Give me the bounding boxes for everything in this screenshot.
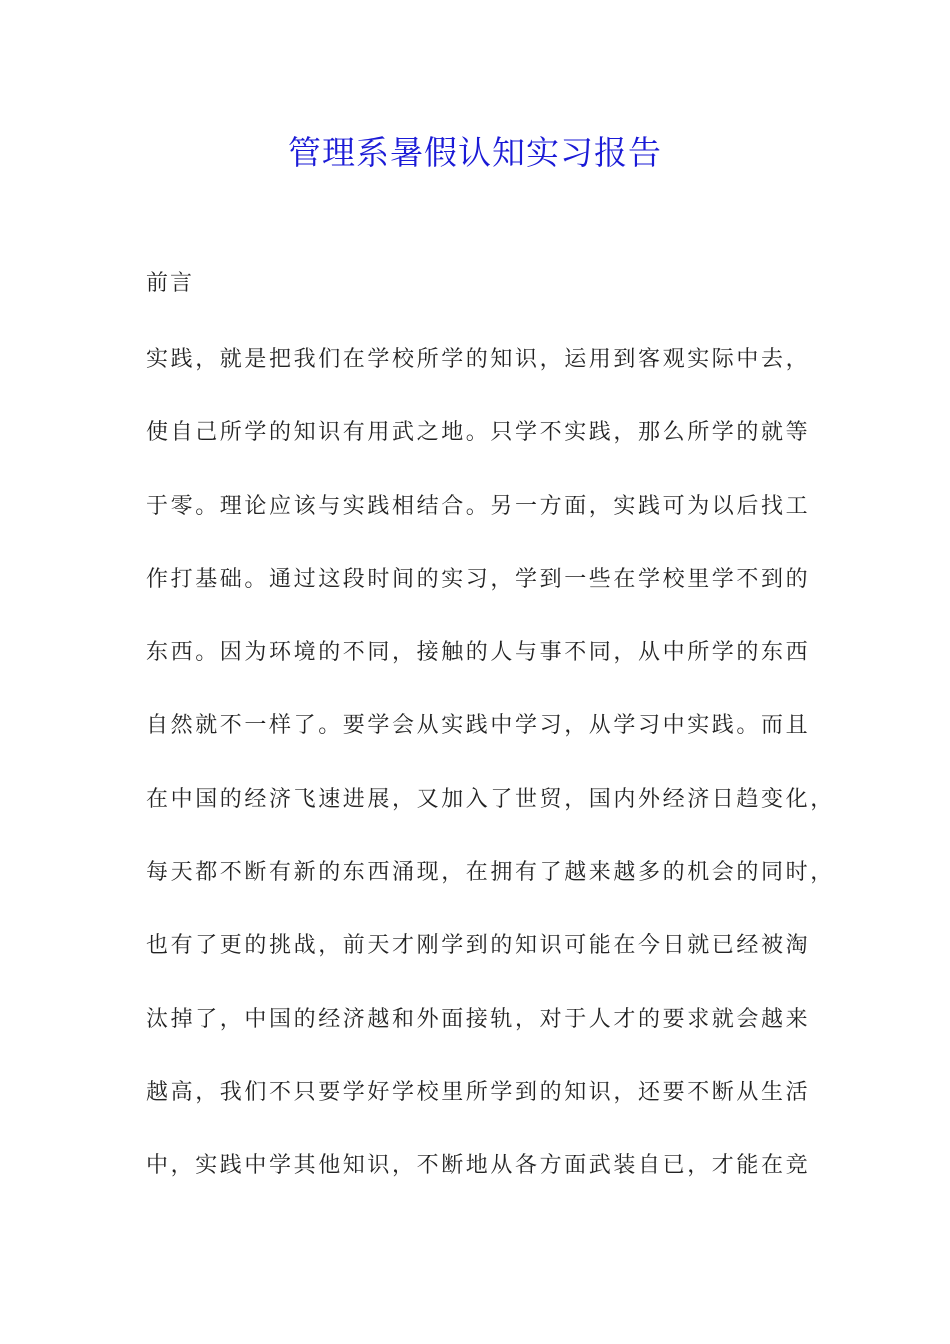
paragraph-line: 在中国的经济飞速进展，又加入了世贸，国内外经济日趋变化， bbox=[146, 786, 835, 812]
paragraph-line: 中，实践中学其他知识，不断地从各方面武装自已，才能在竞 bbox=[146, 1153, 811, 1179]
document-title: 管理系暑假认知实习报告 bbox=[288, 133, 662, 172]
paragraph-line: 东西。因为环境的不同，接触的人与事不同，从中所学的东西 bbox=[146, 640, 811, 666]
paragraph-line: 作打基础。通过这段时间的实习，学到一些在学校里学不到的 bbox=[146, 566, 811, 592]
section-heading: 前言 bbox=[146, 271, 195, 296]
body-paragraph bbox=[146, 344, 835, 1224]
paragraph-line: 实践，就是把我们在学校所学的知识，运用到客观实际中去， bbox=[146, 347, 811, 372]
paragraph-line: 于零。理论应该与实践相结合。另一方面，实践可为以后找工 bbox=[146, 493, 811, 519]
paragraph-line: 越高，我们不只要学好学校里所学到的知识，还要不断从生活 bbox=[146, 1079, 811, 1105]
paragraph-line: 汰掉了，中国的经济越和外面接轨，对于人才的要求就会越来 bbox=[146, 1006, 811, 1032]
paragraph-line: 也有了更的挑战，前天才刚学到的知识可能在今日就已经被淘 bbox=[146, 933, 811, 959]
paragraph-line: 使自己所学的知识有用武之地。只学不实践，那么所学的就等 bbox=[146, 420, 811, 446]
paragraph-line: 自然就不一样了。要学会从实践中学习，从学习中实践。而且 bbox=[146, 713, 811, 739]
paragraph-line: 每天都不断有新的东西涌现，在拥有了越来越多的机会的同时， bbox=[146, 860, 835, 886]
